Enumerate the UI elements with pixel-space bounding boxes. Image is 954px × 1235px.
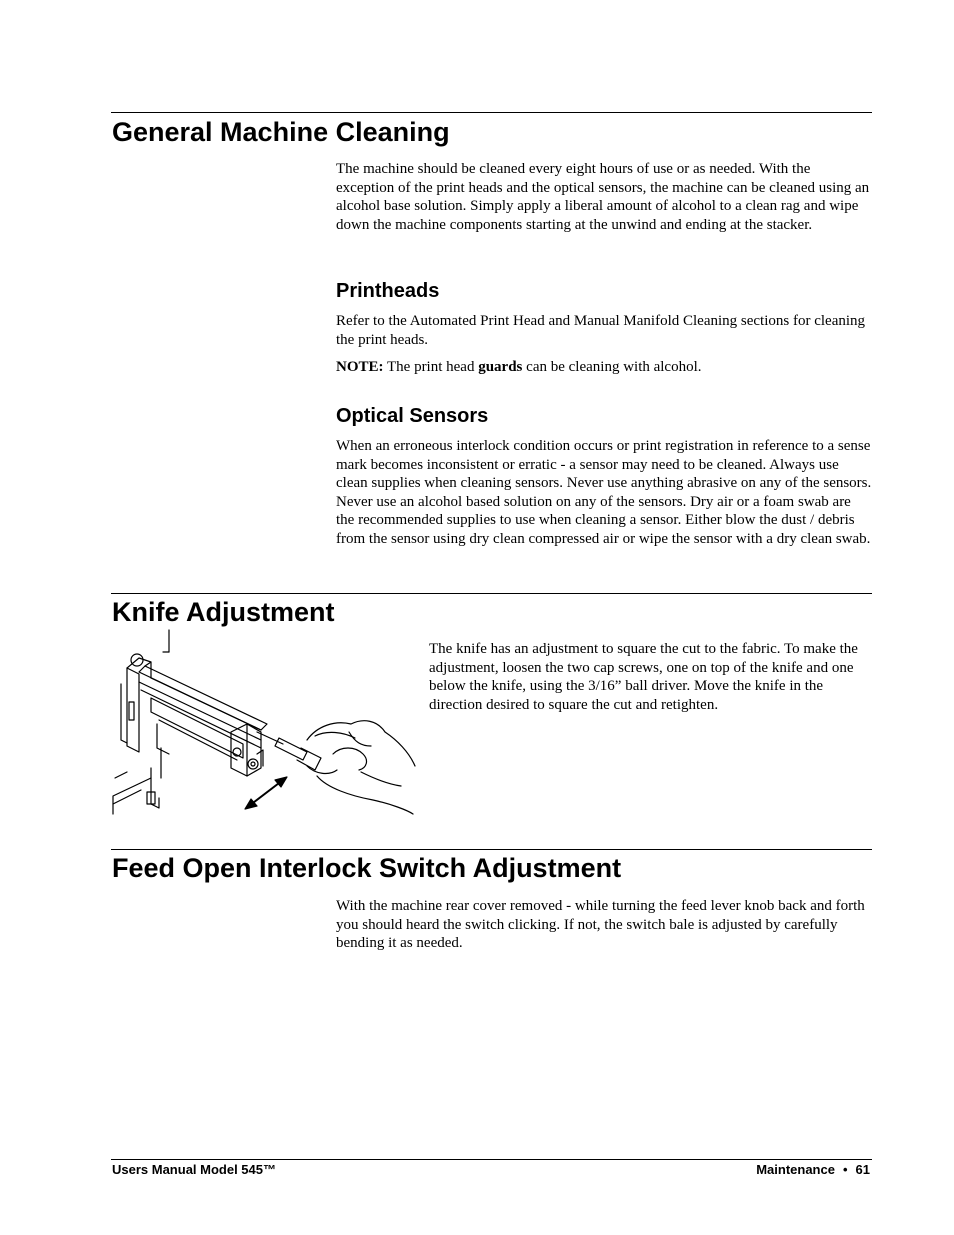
interlock-paragraph: With the machine rear cover removed - while turning the feed lever knob back and forth you should heard the switch clicking. If not, the switch bale is adjusted by carefully bending it as needed.	[336, 898, 865, 951]
knife-adjustment-illustration	[111, 628, 416, 816]
note-text-post: can be cleaning with alcohol.	[522, 359, 702, 375]
knife-paragraph: The knife has an adjustment to square the cut to the fabric. To make the adjustment, loosen the two cap screws, one on top of the knife and one below the knife, using the 3/16” ball driver. Move the knife in the direction desired to square the cut and retighten.	[429, 641, 858, 713]
heading-feed-open-interlock: Feed Open Interlock Switch Adjustment	[112, 853, 622, 883]
note-text-pre: The print head	[383, 359, 479, 375]
section-rule-knife	[111, 593, 872, 594]
printheads-paragraph: Refer to the Automated Print Head and Manual Manifold Cleaning sections for cleaning the print heads.	[336, 313, 866, 348]
footer-section-name: Maintenance	[756, 1162, 835, 1177]
footer-page-info	[756, 1162, 870, 1178]
heading-optical-sensors: Optical Sensors	[336, 405, 489, 427]
cleaning-paragraph: The machine should be cleaned every eight hours of use or as needed. With the exception of the print heads and the optical sensors, the machine can be cleaned using an alcohol base solution. Simply apply a liberal amount of alcohol to a clean rag and wipe down the machine components starting at the unwind and ending at the stacker.	[336, 161, 870, 233]
footer-manual-title: Users Manual Model 545™	[112, 1162, 276, 1177]
footer-bullet: •	[842, 1162, 848, 1177]
printheads-note	[336, 358, 872, 377]
heading-printheads: Printheads	[336, 280, 440, 302]
note-label: NOTE:	[336, 359, 384, 375]
footer-page-number: 61	[855, 1162, 870, 1177]
optical-sensors-paragraph: When an erroneous interlock condition occurs or print registration in reference to a sense mark becomes inconsistent or erratic - a sensor may need to be cleaned. Always use clean supplies when cleaning sensors. Never use anything abrasive on any of the sensors. Never use an alcohol based solution on any of the sensors. Dry air or a foam swab are the recommended supplies to use when cleaning a sensor. Either blow the dust / debris from the sensor using dry clean compressed air or wipe the sensor with a dry clean swab.	[336, 438, 872, 547]
heading-knife-adjustment: Knife Adjustment	[112, 597, 335, 627]
section-rule-interlock	[111, 849, 872, 850]
heading-general-machine-cleaning: General Machine Cleaning	[112, 117, 450, 147]
note-bold-guards: guards	[478, 359, 523, 375]
section-rule-cleaning	[111, 112, 872, 113]
footer-rule	[111, 1159, 872, 1160]
